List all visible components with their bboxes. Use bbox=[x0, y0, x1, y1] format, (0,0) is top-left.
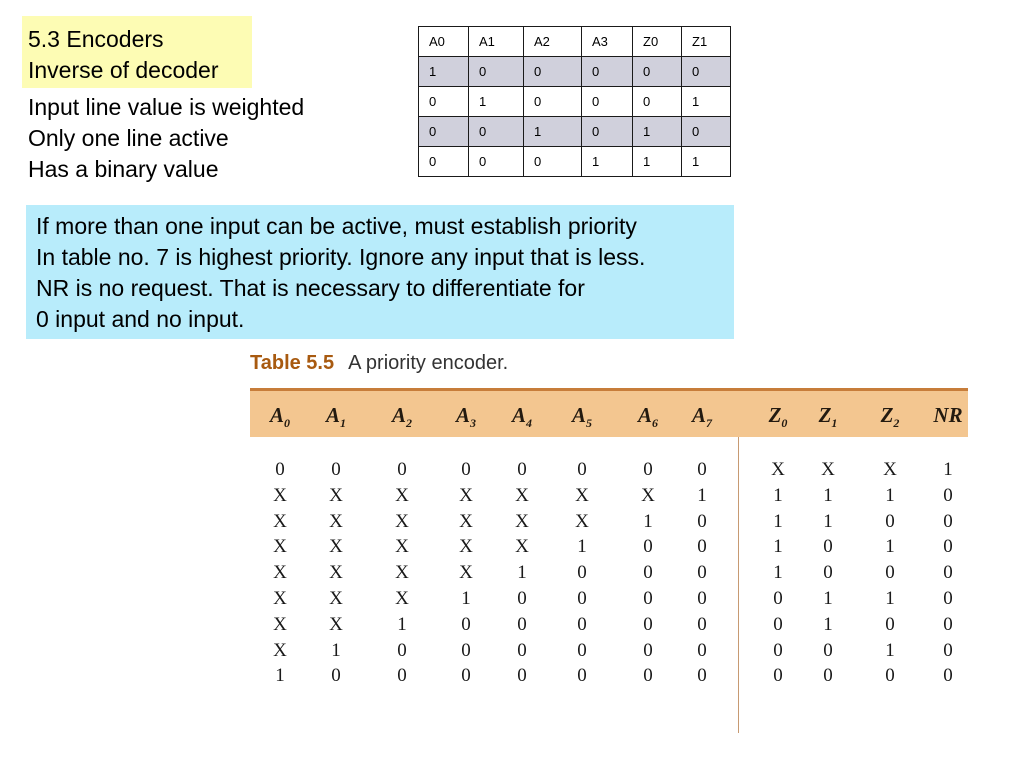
priority-table-cell: 0 bbox=[461, 459, 471, 480]
priority-table-cell: 0 bbox=[461, 665, 471, 687]
priority-table-cell: X bbox=[395, 484, 409, 506]
priority-table-cell: 0 bbox=[697, 613, 707, 635]
priority-table-cell: 1 bbox=[885, 484, 895, 506]
table-cell: 0 bbox=[582, 117, 633, 147]
priority-header-subscript: 0 bbox=[781, 416, 788, 431]
priority-table-cell: 1 bbox=[885, 639, 895, 661]
priority-table-cell: 0 bbox=[697, 665, 707, 687]
table-cell: 1 bbox=[633, 117, 682, 147]
slide-title: 5.3 Encoders bbox=[28, 26, 164, 52]
note-line: If more than one input can be active, must establish priority bbox=[36, 213, 637, 239]
header-cell: A0 bbox=[419, 27, 469, 57]
priority-table-cell: X bbox=[575, 510, 589, 532]
priority-header-subscript: 2 bbox=[893, 416, 900, 431]
table-cell: 1 bbox=[682, 147, 731, 177]
header-cell: Z0 bbox=[633, 27, 682, 57]
priority-header-cell: $A_7$ bbox=[691, 403, 713, 431]
priority-note-box bbox=[26, 205, 734, 339]
priority-table-cell: 0 bbox=[275, 459, 285, 480]
column-divider bbox=[738, 437, 739, 733]
table-cell: 0 bbox=[682, 117, 731, 147]
priority-table-cell: X bbox=[883, 459, 897, 480]
priority-table-cell: 0 bbox=[697, 639, 707, 661]
priority-table-cell: 0 bbox=[577, 639, 587, 661]
priority-table-cell: X bbox=[459, 510, 473, 532]
priority-table-cell: 1 bbox=[885, 536, 895, 558]
table-cell: 0 bbox=[524, 57, 582, 87]
priority-header-cell: NR bbox=[933, 403, 963, 427]
priority-table-cell: X bbox=[395, 510, 409, 532]
priority-encoder-table bbox=[250, 388, 968, 687]
priority-table-cell: X bbox=[273, 613, 287, 635]
priority-table-cell: X bbox=[459, 536, 473, 558]
priority-table-cell: 0 bbox=[823, 639, 833, 661]
priority-table-cell: 0 bbox=[943, 588, 953, 609]
note-line: 0 input and no input. bbox=[36, 306, 245, 332]
header-cell: A1 bbox=[469, 27, 524, 57]
table-cell: 1 bbox=[524, 117, 582, 147]
table-row bbox=[419, 87, 731, 117]
priority-header-subscript: 1 bbox=[831, 416, 838, 431]
priority-table-cell: 0 bbox=[823, 562, 833, 584]
table-cell: 0 bbox=[469, 57, 524, 87]
table-cell: 1 bbox=[582, 147, 633, 177]
priority-table-cell: X bbox=[515, 536, 529, 558]
priority-table-cell: 0 bbox=[773, 613, 783, 635]
header-cell: A3 bbox=[582, 27, 633, 57]
priority-table-cell: 1 bbox=[823, 484, 833, 506]
priority-header-cell: $A_4$ bbox=[511, 403, 533, 431]
table-cell: 0 bbox=[582, 57, 633, 87]
priority-table-cell: X bbox=[395, 588, 409, 609]
priority-header-cell: $A_5$ bbox=[571, 403, 593, 431]
priority-table-cell: 0 bbox=[697, 536, 707, 558]
priority-table-cell: 0 bbox=[577, 613, 587, 635]
priority-table-cell: X bbox=[273, 536, 287, 558]
priority-table-cell: 0 bbox=[517, 459, 527, 480]
table-row bbox=[419, 117, 731, 147]
priority-table-cell: 0 bbox=[577, 459, 587, 480]
priority-table-cell: 0 bbox=[943, 484, 953, 506]
priority-table-cell: 0 bbox=[461, 639, 471, 661]
priority-table-cell: X bbox=[515, 510, 529, 532]
priority-table-cell: 1 bbox=[885, 588, 895, 609]
priority-table-cell: 1 bbox=[397, 613, 407, 635]
encoder-table-header-row bbox=[419, 27, 731, 57]
priority-table-cell: 0 bbox=[577, 665, 587, 687]
priority-table-cell: 0 bbox=[773, 588, 783, 609]
priority-table-cell: 0 bbox=[331, 459, 341, 480]
priority-table-cell: 0 bbox=[517, 588, 527, 609]
priority-table-cell: X bbox=[395, 536, 409, 558]
priority-table-cell: 0 bbox=[331, 665, 341, 687]
table-caption-text: A priority encoder. bbox=[348, 352, 509, 374]
priority-table-cell: 0 bbox=[697, 459, 707, 480]
priority-header-subscript: 2 bbox=[406, 416, 413, 431]
table-row bbox=[419, 147, 731, 177]
priority-table-cell: 0 bbox=[397, 665, 407, 687]
priority-table-cell: 1 bbox=[773, 484, 783, 506]
priority-table-cell: 0 bbox=[643, 613, 653, 635]
point-line: Has a binary value bbox=[28, 156, 219, 182]
priority-table-cell: X bbox=[329, 613, 343, 635]
priority-table-cell: 1 bbox=[823, 588, 833, 609]
priority-table-cell: X bbox=[771, 459, 785, 480]
table-cell: 0 bbox=[582, 87, 633, 117]
priority-table-cell: 0 bbox=[885, 510, 895, 532]
priority-table-cell: X bbox=[273, 484, 287, 506]
priority-table-cell: 0 bbox=[517, 665, 527, 687]
priority-table-cell: 0 bbox=[943, 665, 953, 687]
table-cell: 1 bbox=[419, 57, 469, 87]
table-cell: 0 bbox=[419, 117, 469, 147]
priority-table-cell: 0 bbox=[885, 613, 895, 635]
table-caption-label: Table 5.5 bbox=[250, 352, 335, 374]
table-caption bbox=[250, 352, 508, 375]
priority-table-cell: 1 bbox=[823, 510, 833, 532]
priority-table-cell: X bbox=[575, 484, 589, 506]
priority-table-cell: X bbox=[395, 562, 409, 584]
table-cell: 1 bbox=[633, 147, 682, 177]
priority-table-cell: 1 bbox=[577, 536, 587, 558]
priority-table-cell: 0 bbox=[943, 510, 953, 532]
priority-header-subscript: 3 bbox=[470, 416, 477, 431]
table-cell: 0 bbox=[469, 147, 524, 177]
priority-table-cell: X bbox=[329, 510, 343, 532]
priority-table-cell: X bbox=[273, 639, 287, 661]
priority-header-subscript: 0 bbox=[284, 416, 291, 431]
priority-table-cell: 0 bbox=[643, 588, 653, 609]
priority-table-cell: 0 bbox=[943, 639, 953, 661]
priority-table-cell: 0 bbox=[643, 459, 653, 480]
table-cell: 0 bbox=[524, 87, 582, 117]
slide-title-box bbox=[22, 16, 252, 88]
priority-header-cell: $Z_1$ bbox=[818, 403, 838, 431]
priority-table-cell: 1 bbox=[697, 484, 707, 506]
priority-table-cell: X bbox=[273, 510, 287, 532]
table-cell: 0 bbox=[633, 57, 682, 87]
priority-table-cell: 0 bbox=[885, 665, 895, 687]
table-cell: 1 bbox=[682, 87, 731, 117]
table-cell: 0 bbox=[419, 87, 469, 117]
priority-table-cell: 0 bbox=[577, 588, 587, 609]
priority-table-cell: 1 bbox=[517, 562, 527, 584]
priority-table-cell: 0 bbox=[773, 665, 783, 687]
priority-table-cell: 0 bbox=[517, 639, 527, 661]
priority-table-cell: 0 bbox=[461, 613, 471, 635]
table-cell: 1 bbox=[469, 87, 524, 117]
priority-table-cell: 0 bbox=[823, 536, 833, 558]
priority-table-cell: 0 bbox=[643, 536, 653, 558]
priority-table-cell: 0 bbox=[773, 639, 783, 661]
point-line: Only one line active bbox=[28, 125, 229, 151]
priority-table-cell: X bbox=[515, 484, 529, 506]
priority-table-cell: 0 bbox=[517, 613, 527, 635]
priority-header-subscript: 4 bbox=[526, 416, 533, 431]
priority-table-cell: 0 bbox=[643, 665, 653, 687]
priority-table-cell: 1 bbox=[461, 588, 471, 609]
priority-header-cell: $A_6$ bbox=[637, 403, 659, 431]
note-line: In table no. 7 is highest priority. Ignore any input that is less. bbox=[36, 244, 646, 270]
table-row bbox=[419, 57, 731, 87]
priority-table-cell: 0 bbox=[943, 613, 953, 635]
priority-header-subscript: 5 bbox=[586, 416, 593, 431]
slide-subtitle: Inverse of decoder bbox=[28, 57, 219, 83]
priority-table-cell: 1 bbox=[275, 665, 285, 687]
priority-table-cell: 0 bbox=[823, 665, 833, 687]
priority-table-cell: X bbox=[329, 588, 343, 609]
priority-header-subscript: 6 bbox=[652, 416, 659, 431]
priority-table-cell: 1 bbox=[823, 613, 833, 635]
priority-header-cell: $Z_2$ bbox=[880, 403, 900, 431]
priority-table-cell: 0 bbox=[697, 588, 707, 609]
priority-table-cell: X bbox=[459, 562, 473, 584]
priority-table-cell: 1 bbox=[643, 510, 653, 532]
priority-table-cell: 1 bbox=[773, 562, 783, 584]
priority-table-cell: X bbox=[641, 484, 655, 506]
priority-table-body bbox=[250, 437, 968, 687]
priority-table-cell: X bbox=[329, 484, 343, 506]
priority-table-cell: 0 bbox=[943, 536, 953, 558]
priority-table-cell: X bbox=[329, 562, 343, 584]
priority-table-cell: 1 bbox=[773, 536, 783, 558]
note-line: NR is no request. That is necessary to differentiate for bbox=[36, 275, 585, 301]
table-cell: 0 bbox=[633, 87, 682, 117]
bullet-points bbox=[28, 92, 304, 185]
priority-table-cell: X bbox=[821, 459, 835, 480]
priority-table-cell: X bbox=[273, 562, 287, 584]
table-cell: 0 bbox=[524, 147, 582, 177]
priority-header-cell: $A_2$ bbox=[391, 403, 413, 431]
header-cell: A2 bbox=[524, 27, 582, 57]
priority-table-cell: 1 bbox=[773, 510, 783, 532]
point-line: Input line value is weighted bbox=[28, 94, 305, 120]
priority-table-cell: 0 bbox=[697, 510, 707, 532]
table-cell: 0 bbox=[419, 147, 469, 177]
priority-table-cell: 0 bbox=[643, 562, 653, 584]
priority-table-cell: X bbox=[459, 484, 473, 506]
priority-table-cell: X bbox=[273, 588, 287, 609]
table-cell: 0 bbox=[469, 117, 524, 147]
priority-table-cell: 0 bbox=[397, 639, 407, 661]
priority-header-subscript: 7 bbox=[706, 416, 713, 431]
priority-table-cell: 0 bbox=[643, 639, 653, 661]
priority-header-cell: $A_0$ bbox=[269, 403, 291, 431]
priority-table-cell: 0 bbox=[577, 562, 587, 584]
priority-table-header bbox=[250, 388, 968, 437]
table-cell: 0 bbox=[682, 57, 731, 87]
priority-header-cell: $A_3$ bbox=[455, 403, 477, 431]
priority-header-cell: $A_1$ bbox=[325, 403, 347, 431]
priority-table-cell: 0 bbox=[943, 562, 953, 584]
priority-table-cell: 1 bbox=[943, 459, 953, 480]
priority-table-cell: 1 bbox=[331, 639, 341, 661]
encoder-truth-table bbox=[418, 26, 731, 177]
priority-header-subscript: 1 bbox=[340, 416, 347, 431]
priority-table-cell: 0 bbox=[397, 459, 407, 480]
header-cell: Z1 bbox=[682, 27, 731, 57]
priority-table-cell: 0 bbox=[697, 562, 707, 584]
priority-header-cell: $Z_0$ bbox=[768, 403, 788, 431]
priority-table-cell: 0 bbox=[885, 562, 895, 584]
priority-table-cell: X bbox=[329, 536, 343, 558]
